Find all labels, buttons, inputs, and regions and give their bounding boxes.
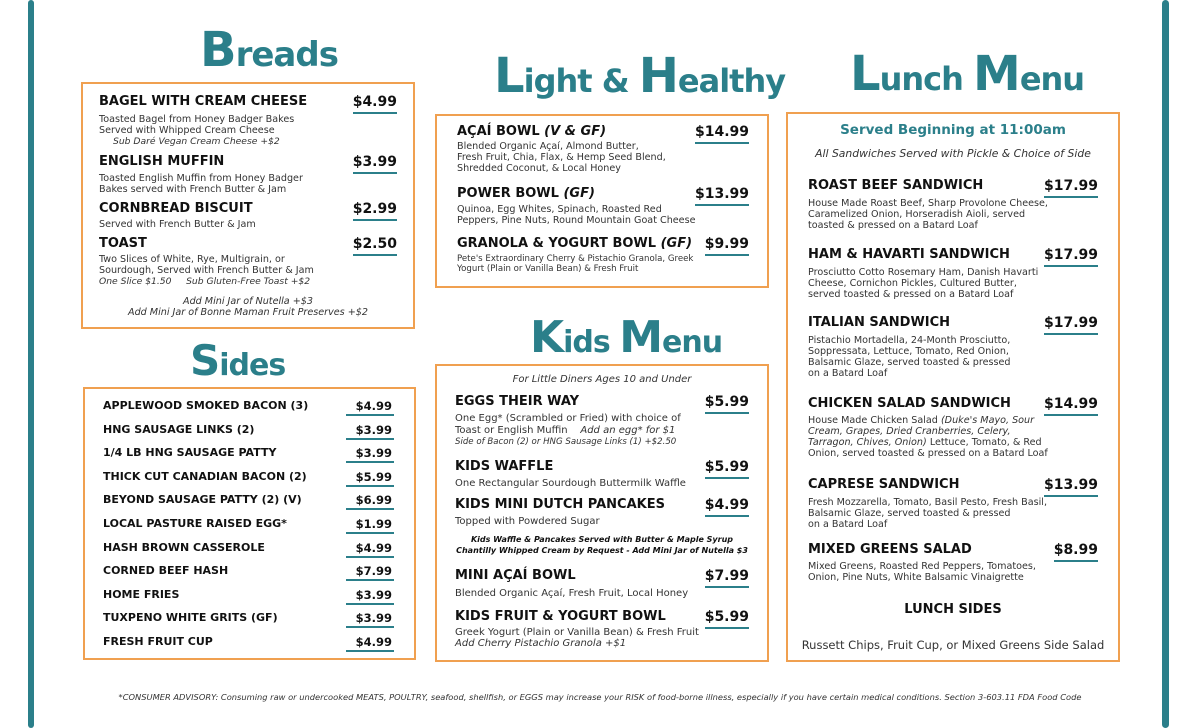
side-row <box>103 588 394 608</box>
left-edge-stroke <box>28 0 34 728</box>
side-name: TUXPENO WHITE GRITS (GF) <box>103 611 278 625</box>
lunch-item-chicken-salad: CHICKEN SALAD SANDWICH $14.99 House Made Chicken Salad (Duke's Mayo, Sour Cream, Grapes, Dried Cranberries, Celery, Tarragon, Chives, Onion) Lettuce, Tomato, & Red Onion, served toasted & pressed on a Batard Loaf <box>808 396 1098 459</box>
kids-menu-title: Kids Menu <box>530 312 723 363</box>
side-row <box>103 470 394 490</box>
lunch-subtitle: All Sandwiches Served with Pickle & Choice of Side <box>815 147 1091 160</box>
side-name: APPLEWOOD SMOKED BACON (3) <box>103 399 309 412</box>
lunch-served-time: Served Beginning at 11:00am <box>840 122 1066 138</box>
side-row <box>103 541 394 561</box>
breads-box <box>81 82 415 329</box>
bread-item-toast: TOAST $2.50 Two Slices of White, Rye, Multigrain, or Sourdough, Served with French Butter & Jam One Slice $1.50 Sub Gluten-Free Toast +$2 <box>99 236 397 287</box>
side-price: $6.99 <box>346 493 394 510</box>
side-name: LOCAL PASTURE RAISED EGG* <box>103 517 287 530</box>
kids-item-eggs: EGGS THEIR WAY $5.99 One Egg* (Scrambled or Fried) with choice of Toast or English Muffin Add an egg* for $1 Side of Bacon (2) or HNG Sausage Links (1) +$2.50 <box>455 394 749 447</box>
bread-item-english-muffin: ENGLISH MUFFIN $3.99 Toasted English Muffin from Honey Badger Bakes served with French Butter & Jam <box>99 154 397 195</box>
kids-item-mini-acai: MINI AÇAÍ BOWL $7.99 Blended Organic Açaí, Fresh Fruit, Local Honey <box>455 568 749 599</box>
lunch-sides-desc: Russett Chips, Fruit Cup, or Mixed Greens Side Salad <box>801 638 1105 652</box>
light-item-power-bowl: POWER BOWL (GF) $13.99 Quinoa, Egg Whites, Spinach, Roasted Red Peppers, Pine Nuts, Round Mountain Goat Cheese <box>457 186 749 226</box>
side-row <box>103 564 394 584</box>
side-price: $1.99 <box>346 517 394 534</box>
light-healthy-box <box>435 114 769 288</box>
breads-addons: Add Mini Jar of Nutella +$3 Add Mini Jar of Bonne Maman Fruit Preserves +$2 <box>128 296 368 318</box>
lunch-menu-box <box>786 112 1120 662</box>
side-row <box>103 635 394 655</box>
bread-item-bagel: BAGEL WITH CREAM CHEESE $4.99 Toasted Bagel from Honey Badger Bakes Served with Whipped Cream Cheese Sub Daré Vegan Cream Cheese +$2 <box>99 94 397 147</box>
side-row <box>103 493 394 513</box>
kids-item-waffle: KIDS WAFFLE $5.99 One Rectangular Sourdough Buttermilk Waffle <box>455 459 749 489</box>
side-price: $5.99 <box>346 470 394 487</box>
side-name: THICK CUT CANADIAN BACON (2) <box>103 469 307 483</box>
kids-menu-box <box>435 364 769 662</box>
lunch-item-mixed-greens: MIXED GREENS SALAD $8.99 Mixed Greens, Roasted Red Peppers, Tomatoes, Onion, Pine Nuts, White Balsamic Vinaigrette <box>808 542 1098 583</box>
side-price: $3.99 <box>346 446 394 463</box>
side-name: HNG SAUSAGE LINKS (2) <box>103 422 255 436</box>
kids-note: Kids Waffle & Pancakes Served with Butter & Maple Syrup Chantilly Whipped Cream by Request - Add Mini Jar of Nutella $3 <box>456 535 748 555</box>
side-row <box>103 446 394 466</box>
light-healthy-title: Light & Healthy <box>494 48 786 104</box>
side-name: 1/4 LB HNG SAUSAGE PATTY <box>103 446 277 460</box>
side-name: HOME FRIES <box>103 587 180 601</box>
side-price: $3.99 <box>346 588 394 605</box>
side-price: $3.99 <box>346 611 394 628</box>
lunch-item-caprese: CAPRESE SANDWICH $13.99 Fresh Mozzarella, Tomato, Basil Pesto, Fresh Basil, Balsamic Glaze, served toasted & pressed on a Batard Loaf <box>808 477 1098 530</box>
sides-box <box>83 387 416 660</box>
side-name: CORNED BEEF HASH <box>103 564 229 578</box>
consumer-advisory: *CONSUMER ADVISORY: Consuming raw or undercooked MEATS, POULTRY, seafood, shellfish, or EGGS may increase your RISK of food-borne illness, especially if you have certain medical conditions. Section 3-603.11 FDA Food Code <box>118 692 1082 702</box>
side-price: $4.99 <box>346 399 394 416</box>
side-price: $4.99 <box>346 541 394 558</box>
lunch-menu-title: Lunch Menu <box>850 46 1085 102</box>
kids-item-pancakes: KIDS MINI DUTCH PANCAKES $4.99 Topped with Powdered Sugar <box>455 497 749 527</box>
side-row <box>103 399 394 419</box>
sides-title: Sides <box>190 336 286 385</box>
right-edge-stroke <box>1162 0 1169 728</box>
side-name: HASH BROWN CASSEROLE <box>103 540 265 554</box>
chicken-salad-desc: House Made Chicken Salad (Duke's Mayo, Sour Cream, Grapes, Dried Cranberries, Celery, Tarragon, Chives, Onion) Lettuce, Tomato, & Red Onion, served toasted & pressed on a Batard Loaf <box>808 415 1048 459</box>
lunch-item-ham-havarti: HAM & HAVARTI SANDWICH $17.99 Prosciutto Cotto Rosemary Ham, Danish Havarti Cheese, Cornichon Pickles, Cultured Butter, served toasted & pressed on a Batard Loaf <box>808 247 1098 300</box>
side-row <box>103 423 394 443</box>
kids-item-fruit-yogurt: KIDS FRUIT & YOGURT BOWL $5.99 Greek Yogurt (Plain or Vanilla Bean) & Fresh Fruit Add Cherry Pistachio Granola +$1 <box>455 609 749 649</box>
side-price: $7.99 <box>346 564 394 581</box>
light-item-granola: GRANOLA & YOGURT BOWL (GF) $9.99 Pete's Extraordinary Cherry & Pistachio Granola, Greek Yogurt (Plain or Vanilla Bean) & Fresh Fruit <box>457 236 749 274</box>
side-price: $3.99 <box>346 423 394 440</box>
lunch-sides-title: LUNCH SIDES <box>904 602 1002 617</box>
side-name: FRESH FRUIT CUP <box>103 635 213 648</box>
side-price: $4.99 <box>346 635 394 652</box>
lunch-item-roast-beef: ROAST BEEF SANDWICH $17.99 House Made Roast Beef, Sharp Provolone Cheese, Caramelized Onion, Horseradish Aioli, served toasted & pressed on a Batard Loaf <box>808 178 1098 231</box>
kids-subtitle: For Little Diners Ages 10 and Under <box>512 374 692 385</box>
breads-title: Breads <box>200 22 338 78</box>
side-name: BEYOND SAUSAGE PATTY (2) (V) <box>103 493 302 507</box>
side-row <box>103 611 394 631</box>
side-row <box>103 517 394 537</box>
lunch-item-italian: ITALIAN SANDWICH $17.99 Pistachio Mortadella, 24-Month Prosciutto, Soppressata, Lettuce, Tomato, Red Onion, Balsamic Glaze, served toasted & pressed on a Batard Loaf <box>808 315 1098 379</box>
bread-item-cornbread: CORNBREAD BISCUIT $2.99 Served with French Butter & Jam <box>99 201 397 230</box>
light-item-acai: AÇAÍ BOWL (V & GF) $14.99 Blended Organic Açaí, Almond Butter, Fresh Fruit, Chia, Flax, & Hemp Seed Blend, Shredded Coconut, & Local Honey <box>457 124 749 174</box>
